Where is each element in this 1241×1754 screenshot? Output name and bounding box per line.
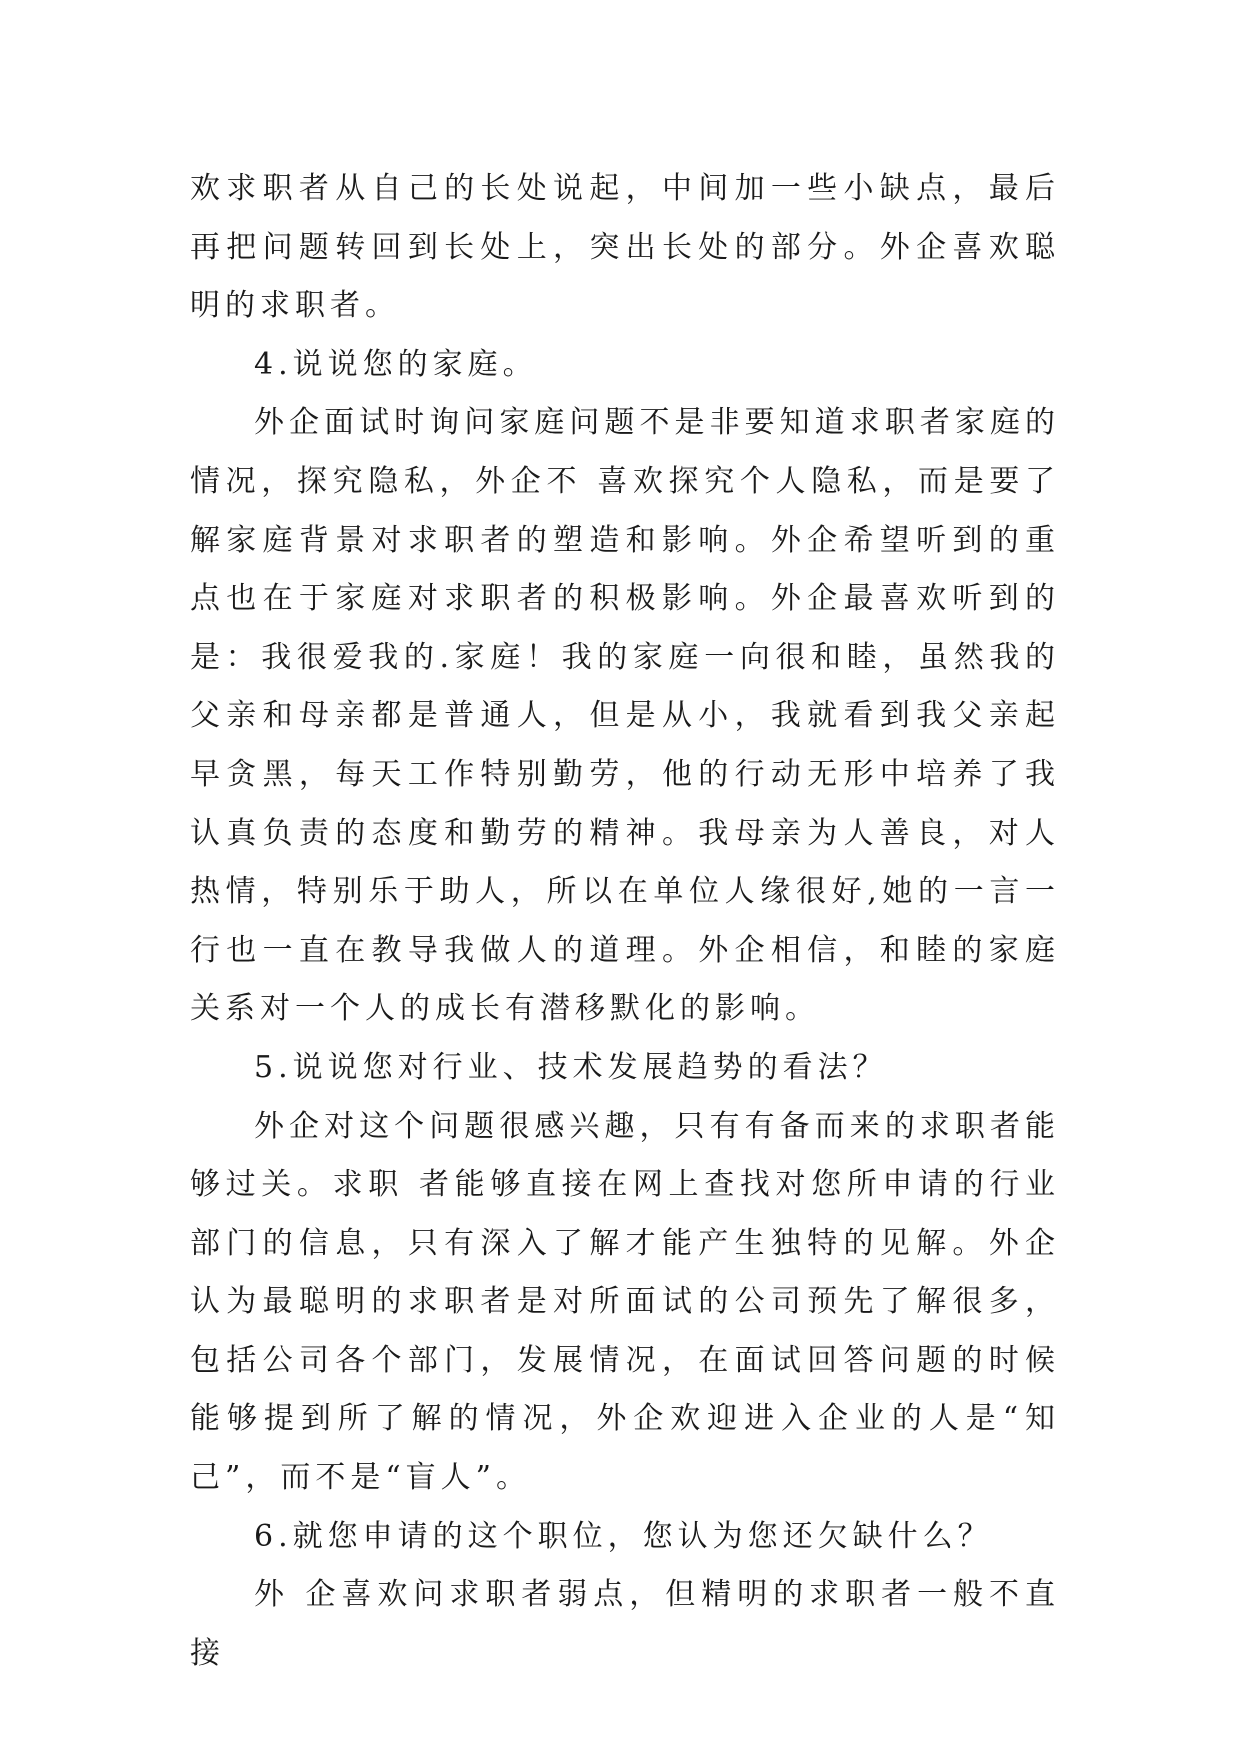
question-4-answer: 外企面试时询问家庭问题不是非要知道求职者家庭的情况，探究隐私，外企不 喜欢探究个人隐私，而是要了解家庭背景对求职者的塑造和影响。外企希望听到的重点也在于家庭对求职者的积极影响。外企最喜欢听到的是：我很爱我的.家庭！我的家庭一向很和睦，虽然我的父亲和母亲都是普通人，但是从小，我就看到我父亲起早贪黑，每天工作特别勤劳，他的行动无形中培养了我认真负责的态度和勤劳的精神。我母亲为人善良，对人热情，特别乐于助人，所以在单位人缘很好,她的一言一行也一直在教导我做人的道理。外企相信，和睦的家庭关系对一个人的成长有潜移默化的影响。 [190,405,1060,1027]
paragraph-continuation: 欢求职者从自己的长处说起，中间加一些小缺点，最后再把问题转回到长处上，突出长处的部分。外企喜欢聪明的求职者。 [190,171,1060,324]
question-5-heading: 5.说说您对行业、技术发展趋势的看法？ [254,1049,888,1085]
question-6-heading: 6.就您申请的这个职位，您认为您还欠缺什么？ [254,1518,993,1554]
question-5-answer: 外企对这个问题很感兴趣，只有有备而来的求职者能够过关。求职 者能够直接在网上查找对您所申请的行业部门的信息，只有深入了解才能产生独特的见解。外企认为最聪明的求职者是对所面试的公司预先了解很多，包括公司各个部门，发展情况，在面试回答问题的时候能够提到所了解的情况，外企欢迎进入企业的人是“知己”，而不是“盲人”。 [190,1108,1060,1496]
question-4-heading: 4.说说您的家庭。 [254,346,538,382]
document-body [190,160,1060,1683]
question-6-answer: 外 企喜欢问求职者弱点，但精明的求职者一般不直接 [190,1577,1060,1671]
